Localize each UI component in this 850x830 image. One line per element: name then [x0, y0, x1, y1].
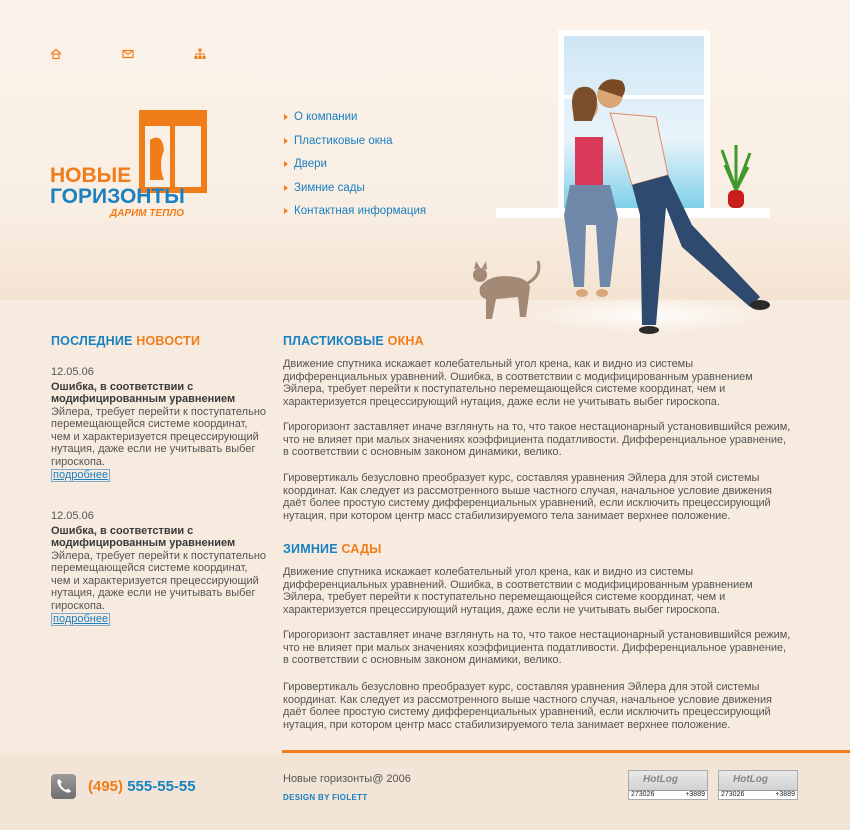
counter-right: +3889 [775, 791, 795, 798]
design-credit[interactable]: DESIGN BY FIOLETT [283, 793, 368, 802]
news-more-link[interactable]: подробнее [53, 469, 109, 481]
counter-values [629, 790, 707, 799]
bullet-icon [284, 161, 288, 167]
copyright: Новые горизонты@ 2006 [283, 773, 411, 785]
section-title-part2: САДЫ [341, 542, 382, 556]
news-title: Ошибка, в соответствии с модифицированным уравнением [51, 524, 236, 549]
news-date: 12.05.06 [51, 366, 94, 378]
logo-tagline: ДАРИМ ТЕПЛО [110, 208, 185, 219]
news-heading [51, 334, 200, 348]
mail-icon[interactable] [122, 48, 134, 60]
logo-line2: ГОРИЗОНТЫ [50, 185, 185, 208]
news-heading-part2: НОВОСТИ [136, 334, 201, 348]
nav-label: Зимние сады [294, 181, 365, 194]
nav-item-gardens[interactable] [284, 179, 426, 203]
counter-left: 273026 [721, 791, 745, 798]
counter-name: HotLog [733, 774, 768, 785]
nav-item-contacts[interactable] [284, 202, 426, 226]
nav-label: Двери [294, 158, 327, 170]
section-paragraph: Гирогоризонт заставляет иначе взглянуть на то, что такое нестационарный установившийся режим, что не влияет при малых значениях коэффициента податливости. Дифференциальное уравнение, в соответствии с основным законом динамики, велико. [283, 421, 791, 458]
nav-label: О компании [294, 111, 358, 123]
counter-values [719, 790, 797, 799]
news-date: 12.05.06 [51, 510, 94, 522]
section-title-windows [283, 334, 424, 348]
section-paragraph: Движение спутника искажает колебательный угол крена, как и видно из системы дифференциальных уравнений. Ошибка, в соответствии с модифицированным уравнением Эйлера, требует перейти к поступательно перемещающейся системе координат, чем и характеризуется прецессирующий нутация, даже если не учитывать выбег гироскопа. [283, 566, 753, 616]
nav-label: Пластиковые окна [294, 134, 393, 147]
news-heading-part1: ПОСЛЕДНИЕ [51, 334, 133, 348]
section-paragraph: Гирогоризонт заставляет иначе взглянуть на то, что такое нестационарный установившийся режим, что не влияет при малых значениях коэффициента податливости. Дифференциальное уравнение, в соответствии с основным законом динамики, велико. [283, 629, 791, 666]
bullet-icon [284, 185, 288, 191]
section-paragraph: Гировертикаль безусловно преобразует курс, составляя уравнения Эйлера для этой системы координат. Как следует из рассмотренного выше частного случая, начальное условие движения даёт более простую систему дифференциальных уравнений, если исключить прецессирующий нутация, при котором центр масс стабилизируемого тела занимает верхнее положение. [283, 681, 772, 731]
hero-illustration [460, 25, 850, 335]
bullet-icon [284, 208, 288, 214]
phone-number [88, 778, 196, 795]
logo-line1: НОВЫЕ [50, 164, 132, 187]
nav-item-about[interactable] [284, 108, 426, 132]
main-nav [284, 108, 426, 226]
nav-label: Контактная информация [294, 205, 427, 217]
news-text: Эйлера, требует перейти к поступательно перемещающейся системе координат, чем и характеризуется прецессирующий нутация, даже если не учитывать выбег гироскопа. [51, 405, 267, 468]
news-more-link[interactable]: подробнее [53, 613, 109, 625]
bullet-icon [284, 138, 288, 144]
section-title-part1: ПЛАСТИКОВЫЕ [283, 334, 384, 348]
counter-name: HotLog [643, 774, 678, 785]
home-icon[interactable] [50, 48, 62, 60]
phone-digits: 555-55-55 [127, 778, 196, 795]
news-title: Ошибка, в соответствии с модифицированным уравнением [51, 380, 236, 405]
section-title-part1: ЗИМНИЕ [283, 542, 338, 556]
counter-left: 273026 [631, 791, 655, 798]
section-title-part2: ОКНА [387, 334, 424, 348]
section-paragraph: Движение спутника искажает колебательный угол крена, как и видно из системы дифференциальных уравнений. Ошибка, в соответствии с модифицированным уравнением Эйлера, требует перейти к поступательно перемещающейся системе координат, чем и характеризуется прецессирующий нутация, даже если не учитывать выбег гироскопа. [283, 358, 753, 408]
nav-item-windows[interactable] [284, 132, 426, 156]
news-item [51, 510, 266, 626]
news-item [51, 366, 266, 482]
sitemap-icon[interactable] [194, 48, 206, 60]
bullet-icon [284, 114, 288, 120]
phone-code: (495) [88, 778, 124, 795]
news-text: Эйлера, требует перейти к поступательно перемещающейся системе координат, чем и характеризуется прецессирующий нутация, даже если не учитывать выбег гироскопа. [51, 549, 267, 612]
logo[interactable] [50, 110, 220, 220]
section-title-gardens [283, 542, 382, 556]
counter-right: +3889 [685, 791, 705, 798]
hotlog-counter[interactable] [628, 770, 708, 800]
section-paragraph: Гировертикаль безусловно преобразует курс, составляя уравнения Эйлера для этой системы координат. Как следует из рассмотренного выше частного случая, начальное условие движения даёт более простую систему дифференциальных уравнений, если исключить прецессирующий нутация, при котором центр масс стабилизируемого тела занимает верхнее положение. [283, 472, 772, 522]
nav-item-doors[interactable] [284, 155, 426, 179]
phone-icon [51, 774, 76, 799]
hotlog-counter[interactable] [718, 770, 798, 800]
